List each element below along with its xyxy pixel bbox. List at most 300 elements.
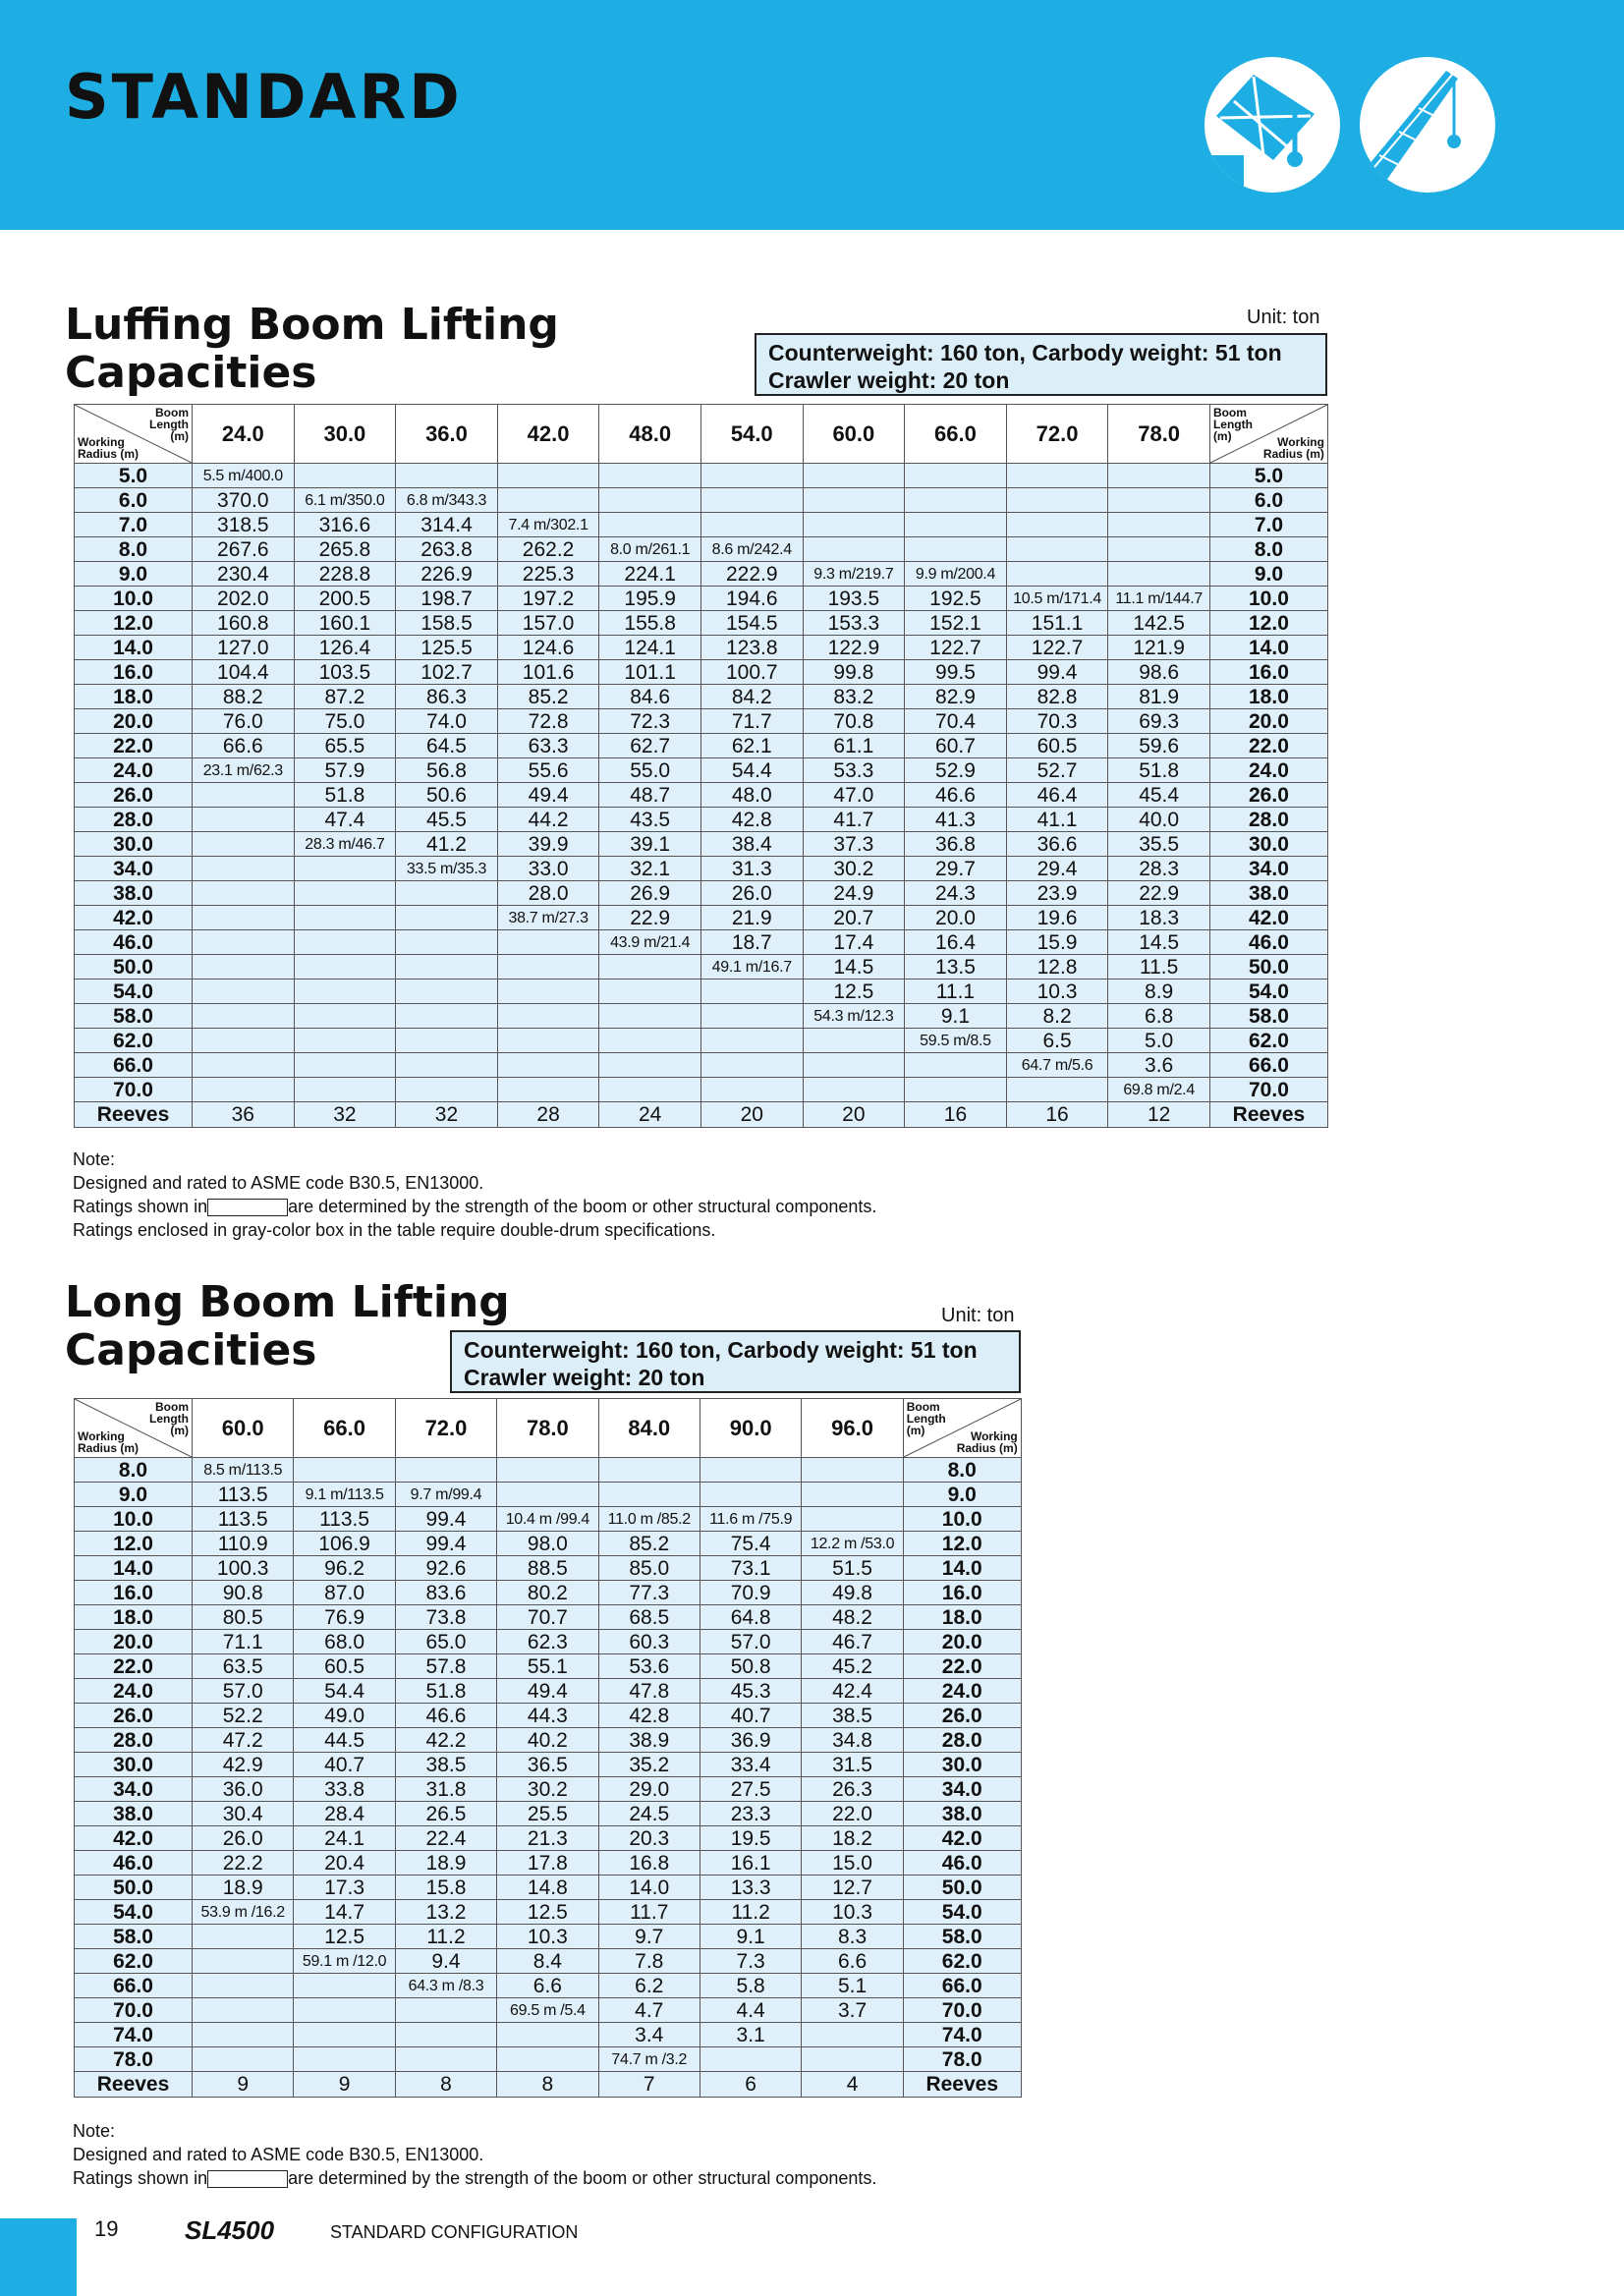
working-radius-cell: 26.0 — [75, 783, 193, 808]
working-radius-cell: 10.0 — [903, 1507, 1021, 1532]
capacity-cell: 21.9 — [700, 906, 803, 930]
capacity-cell: 65.5 — [294, 734, 396, 758]
working-radius-cell: 12.0 — [903, 1532, 1021, 1556]
capacity-cell — [700, 1004, 803, 1029]
capacity-cell: 70.7 — [497, 1605, 598, 1630]
capacity-cell — [802, 1458, 903, 1483]
capacity-cell — [294, 1078, 396, 1102]
table-row — [75, 587, 1328, 611]
working-radius-cell: 58.0 — [75, 1004, 193, 1029]
boom-length-header: 96.0 — [802, 1399, 903, 1458]
working-radius-cell: 50.0 — [75, 1876, 193, 1900]
capacity-cell — [905, 464, 1007, 488]
capacity-cell: 7.8 — [598, 1949, 700, 1974]
capacity-cell — [803, 1078, 905, 1102]
capacity-cell: 8.6 m/242.4 — [700, 537, 803, 562]
capacity-cell: 84.6 — [599, 685, 701, 709]
capacity-cell: 198.7 — [396, 587, 498, 611]
capacity-cell: 13.5 — [905, 955, 1007, 980]
capacity-cell — [599, 1004, 701, 1029]
working-radius-cell: 66.0 — [75, 1053, 193, 1078]
capacity-cell: 70.3 — [1006, 709, 1108, 734]
working-radius-cell: 34.0 — [1209, 857, 1327, 881]
capacity-cell: 22.9 — [1108, 881, 1210, 906]
working-radius-cell: 18.0 — [75, 685, 193, 709]
capacity-cell: 41.2 — [396, 832, 498, 857]
capacity-cell: 11.5 — [1108, 955, 1210, 980]
capacity-cell: 49.1 m/16.7 — [700, 955, 803, 980]
capacity-cell: 72.3 — [599, 709, 701, 734]
capacity-cell: 370.0 — [193, 488, 295, 513]
working-radius-cell: 14.0 — [75, 636, 193, 660]
capacity-cell: 29.7 — [905, 857, 1007, 881]
luffing-note-2a: Ratings shown in — [73, 1197, 208, 1216]
capacity-cell: 43.9 m/21.4 — [599, 930, 701, 955]
capacity-cell — [700, 513, 803, 537]
page-number: 19 — [94, 2216, 119, 2241]
capacity-cell — [700, 1078, 803, 1102]
capacity-cell: 22.9 — [599, 906, 701, 930]
capacity-cell: 16.8 — [598, 1851, 700, 1876]
table-row — [75, 1078, 1328, 1102]
corner-header — [903, 1399, 1021, 1458]
working-radius-cell: 24.0 — [75, 758, 193, 783]
working-radius-cell: 50.0 — [1209, 955, 1327, 980]
capacity-cell: 28.0 — [497, 881, 599, 906]
capacity-cell: 127.0 — [193, 636, 295, 660]
capacity-cell: 6.5 — [1006, 1029, 1108, 1053]
working-radius-cell: 10.0 — [1209, 587, 1327, 611]
capacity-cell: 96.2 — [294, 1556, 395, 1581]
table-row — [75, 1053, 1328, 1078]
capacity-cell: 26.0 — [193, 1826, 294, 1851]
capacity-cell: 76.0 — [193, 709, 295, 734]
working-radius-cell: 74.0 — [903, 2023, 1021, 2047]
working-radius-cell: 9.0 — [1209, 562, 1327, 587]
working-radius-cell: 30.0 — [1209, 832, 1327, 857]
capacity-cell — [497, 1483, 598, 1507]
capacity-cell: 197.2 — [497, 587, 599, 611]
capacity-cell — [193, 857, 295, 881]
capacity-cell: 51.8 — [395, 1679, 496, 1704]
capacity-cell — [294, 2023, 395, 2047]
capacity-cell: 47.4 — [294, 808, 396, 832]
working-radius-cell: 42.0 — [75, 906, 193, 930]
table-row — [75, 2047, 1022, 2072]
capacity-cell: 155.8 — [599, 611, 701, 636]
corner-diagonal — [1210, 405, 1327, 463]
working-radius-cell: 20.0 — [903, 1630, 1021, 1654]
table-row — [75, 1925, 1022, 1949]
longboom-cw-line1: Counterweight: 160 ton, Carbody weight: 51 ton — [464, 1337, 978, 1363]
table-row — [75, 857, 1328, 881]
capacity-cell: 52.2 — [193, 1704, 294, 1728]
capacity-cell: 113.5 — [294, 1507, 395, 1532]
working-radius-cell: 20.0 — [75, 1630, 193, 1654]
table-row — [75, 1826, 1022, 1851]
capacity-cell: 46.6 — [905, 783, 1007, 808]
capacity-cell — [497, 980, 599, 1004]
table-header-row — [75, 1399, 1022, 1458]
capacity-cell — [193, 980, 295, 1004]
capacity-cell: 60.7 — [905, 734, 1007, 758]
reeves-cell: 36 — [193, 1102, 295, 1128]
capacity-cell: 52.7 — [1006, 758, 1108, 783]
longboom-section-title — [65, 1278, 510, 1374]
working-radius-cell: 12.0 — [75, 611, 193, 636]
capacity-cell: 51.8 — [1108, 758, 1210, 783]
capacity-cell: 70.8 — [803, 709, 905, 734]
capacity-cell — [193, 1925, 294, 1949]
working-radius-cell: 54.0 — [75, 1900, 193, 1925]
capacity-cell: 142.5 — [1108, 611, 1210, 636]
table-row — [75, 685, 1328, 709]
longboom-note-title: Note: — [73, 2121, 116, 2141]
table-row — [75, 1556, 1022, 1581]
table-row — [75, 906, 1328, 930]
working-radius-cell: 26.0 — [75, 1704, 193, 1728]
lattice-crane-icon — [1360, 57, 1495, 193]
capacity-cell: 122.7 — [905, 636, 1007, 660]
working-radius-cell: 14.0 — [1209, 636, 1327, 660]
working-radius-cell: 5.0 — [75, 464, 193, 488]
capacity-cell — [193, 2047, 294, 2072]
boom-length-header: 54.0 — [700, 405, 803, 464]
table-row — [75, 636, 1328, 660]
capacity-cell — [193, 955, 295, 980]
capacity-cell: 43.5 — [599, 808, 701, 832]
capacity-cell: 32.1 — [599, 857, 701, 881]
capacity-cell: 15.9 — [1006, 930, 1108, 955]
capacity-cell — [700, 488, 803, 513]
page-header — [0, 0, 1624, 230]
capacity-cell: 45.3 — [700, 1679, 801, 1704]
boom-length-label: Boom Length (m) — [1212, 406, 1253, 443]
capacity-cell — [193, 1004, 295, 1029]
capacity-cell — [497, 2047, 598, 2072]
working-radius-label: Working Radius (m) — [78, 435, 140, 461]
working-radius-cell: 62.0 — [75, 1949, 193, 1974]
reeves-cell: 16 — [1006, 1102, 1108, 1128]
capacity-cell: 42.9 — [193, 1753, 294, 1777]
working-radius-cell: 22.0 — [75, 1654, 193, 1679]
capacity-cell: 27.5 — [700, 1777, 801, 1802]
capacity-cell: 12.5 — [497, 1900, 598, 1925]
capacity-cell: 228.8 — [294, 562, 396, 587]
capacity-cell: 16.4 — [905, 930, 1007, 955]
capacity-cell: 52.9 — [905, 758, 1007, 783]
page-title: STANDARD — [65, 61, 463, 133]
working-radius-cell: 18.0 — [75, 1605, 193, 1630]
capacity-cell — [294, 1029, 396, 1053]
luffing-capacity-table — [74, 404, 1328, 1128]
capacity-cell: 80.2 — [497, 1581, 598, 1605]
capacity-cell — [497, 1004, 599, 1029]
capacity-cell: 38.5 — [802, 1704, 903, 1728]
working-radius-cell: 38.0 — [903, 1802, 1021, 1826]
longboom-note-1: Designed and rated to ASME code B30.5, EN13000. — [73, 2145, 484, 2164]
capacity-cell: 9.1 m/113.5 — [294, 1483, 395, 1507]
capacity-cell: 20.4 — [294, 1851, 395, 1876]
capacity-cell: 39.9 — [497, 832, 599, 857]
working-radius-cell: 14.0 — [75, 1556, 193, 1581]
capacity-cell: 20.0 — [905, 906, 1007, 930]
table-row — [75, 537, 1328, 562]
capacity-cell: 13.3 — [700, 1876, 801, 1900]
table-row — [75, 709, 1328, 734]
working-radius-cell: 58.0 — [1209, 1004, 1327, 1029]
luffing-cw-line1: Counterweight: 160 ton, Carbody weight: 51 ton — [768, 340, 1282, 365]
capacity-cell: 12.5 — [803, 980, 905, 1004]
boom-length-header: 36.0 — [396, 405, 498, 464]
working-radius-cell: 74.0 — [75, 2023, 193, 2047]
capacity-cell: 44.3 — [497, 1704, 598, 1728]
working-radius-cell: 50.0 — [903, 1876, 1021, 1900]
capacity-cell: 41.7 — [803, 808, 905, 832]
table-row — [75, 1777, 1022, 1802]
capacity-cell: 40.7 — [294, 1753, 395, 1777]
capacity-cell — [395, 1458, 496, 1483]
capacity-cell — [803, 513, 905, 537]
working-radius-label: Working Radius (m) — [1262, 435, 1324, 461]
corner-diagonal — [904, 1399, 1021, 1457]
working-radius-cell: 58.0 — [903, 1925, 1021, 1949]
capacity-cell: 30.2 — [497, 1777, 598, 1802]
corner-diagonal — [75, 1399, 192, 1457]
table-row — [75, 930, 1328, 955]
capacity-cell: 6.1 m/350.0 — [294, 488, 396, 513]
working-radius-cell: 24.0 — [75, 1679, 193, 1704]
luffing-note-2 — [73, 1195, 876, 1218]
boom-length-header: 42.0 — [497, 405, 599, 464]
boxed-rating-sample — [207, 1199, 288, 1216]
working-radius-cell: 58.0 — [75, 1925, 193, 1949]
capacity-cell: 17.3 — [294, 1876, 395, 1900]
working-radius-cell: 70.0 — [903, 1998, 1021, 2023]
working-radius-cell: 66.0 — [903, 1974, 1021, 1998]
working-radius-cell: 42.0 — [75, 1826, 193, 1851]
capacity-cell: 153.3 — [803, 611, 905, 636]
capacity-cell: 63.3 — [497, 734, 599, 758]
capacity-cell: 17.4 — [803, 930, 905, 955]
capacity-cell: 122.9 — [803, 636, 905, 660]
boom-length-header: 60.0 — [193, 1399, 294, 1458]
capacity-cell: 152.1 — [905, 611, 1007, 636]
reeves-cell: 8 — [497, 2072, 598, 2098]
working-radius-cell: 8.0 — [1209, 537, 1327, 562]
working-radius-cell: 20.0 — [1209, 709, 1327, 734]
table-row — [75, 1900, 1022, 1925]
capacity-cell: 9.4 — [395, 1949, 496, 1974]
capacity-cell: 48.7 — [599, 783, 701, 808]
working-radius-cell: 14.0 — [903, 1556, 1021, 1581]
capacity-cell: 71.7 — [700, 709, 803, 734]
reeves-cell: 32 — [396, 1102, 498, 1128]
capacity-cell — [802, 1483, 903, 1507]
capacity-cell: 45.2 — [802, 1654, 903, 1679]
capacity-cell: 23.3 — [700, 1802, 801, 1826]
working-radius-cell: 22.0 — [1209, 734, 1327, 758]
capacity-cell: 10.4 m /99.4 — [497, 1507, 598, 1532]
capacity-cell: 121.9 — [1108, 636, 1210, 660]
capacity-cell: 85.0 — [598, 1556, 700, 1581]
capacity-cell: 83.2 — [803, 685, 905, 709]
capacity-cell — [599, 980, 701, 1004]
capacity-cell: 76.9 — [294, 1605, 395, 1630]
longboom-note-2a: Ratings shown in — [73, 2168, 208, 2188]
capacity-cell: 33.4 — [700, 1753, 801, 1777]
capacity-cell — [497, 2023, 598, 2047]
capacity-cell: 98.6 — [1108, 660, 1210, 685]
capacity-cell — [905, 1053, 1007, 1078]
working-radius-cell: 10.0 — [75, 1507, 193, 1532]
capacity-cell: 48.0 — [700, 783, 803, 808]
capacity-cell: 11.7 — [598, 1900, 700, 1925]
reeves-cell: 16 — [905, 1102, 1007, 1128]
capacity-cell: 9.1 — [700, 1925, 801, 1949]
capacity-cell: 316.6 — [294, 513, 396, 537]
capacity-cell — [599, 464, 701, 488]
capacity-cell: 15.0 — [802, 1851, 903, 1876]
capacity-cell: 106.9 — [294, 1532, 395, 1556]
capacity-cell: 72.8 — [497, 709, 599, 734]
capacity-cell: 64.7 m/5.6 — [1006, 1053, 1108, 1078]
table-row — [75, 1483, 1022, 1507]
capacity-cell: 7.4 m/302.1 — [497, 513, 599, 537]
table-row — [75, 955, 1328, 980]
working-radius-cell: 38.0 — [75, 1802, 193, 1826]
capacity-cell: 154.5 — [700, 611, 803, 636]
capacity-cell: 263.8 — [396, 537, 498, 562]
capacity-cell: 57.0 — [193, 1679, 294, 1704]
reeves-cell: 20 — [700, 1102, 803, 1128]
capacity-cell: 14.5 — [803, 955, 905, 980]
capacity-cell: 82.9 — [905, 685, 1007, 709]
working-radius-cell: 38.0 — [75, 881, 193, 906]
capacity-cell: 38.9 — [598, 1728, 700, 1753]
capacity-cell: 87.2 — [294, 685, 396, 709]
capacity-cell: 21.3 — [497, 1826, 598, 1851]
working-radius-label: Working Radius (m) — [956, 1429, 1018, 1455]
capacity-cell — [294, 857, 396, 881]
working-radius-cell: 54.0 — [1209, 980, 1327, 1004]
luffing-note-3: Ratings enclosed in gray-color box in the table require double-drum specifications. — [73, 1220, 716, 1240]
capacity-cell — [294, 980, 396, 1004]
capacity-cell: 18.9 — [395, 1851, 496, 1876]
capacity-cell: 36.6 — [1006, 832, 1108, 857]
working-radius-cell: 5.0 — [1209, 464, 1327, 488]
capacity-cell — [193, 1078, 295, 1102]
capacity-cell: 5.1 — [802, 1974, 903, 1998]
capacity-cell: 6.2 — [598, 1974, 700, 1998]
table-row — [75, 488, 1328, 513]
capacity-cell — [396, 930, 498, 955]
capacity-cell: 318.5 — [193, 513, 295, 537]
capacity-cell: 98.0 — [497, 1532, 598, 1556]
capacity-cell — [803, 537, 905, 562]
working-radius-cell: 8.0 — [75, 1458, 193, 1483]
capacity-cell: 222.9 — [700, 562, 803, 587]
capacity-cell — [193, 1974, 294, 1998]
capacity-cell: 13.2 — [395, 1900, 496, 1925]
boom-length-header: 78.0 — [497, 1399, 598, 1458]
capacity-cell — [193, 1029, 295, 1053]
table-row — [75, 1605, 1022, 1630]
capacity-cell — [396, 955, 498, 980]
working-radius-cell: 22.0 — [75, 734, 193, 758]
capacity-cell: 35.2 — [598, 1753, 700, 1777]
capacity-cell — [598, 1483, 700, 1507]
capacity-cell: 104.4 — [193, 660, 295, 685]
reeves-cell: 8 — [395, 2072, 496, 2098]
reeves-label: Reeves — [75, 2072, 193, 2098]
capacity-cell — [193, 832, 295, 857]
working-radius-cell: 34.0 — [903, 1777, 1021, 1802]
luffing-note-title: Note: — [73, 1149, 116, 1169]
working-radius-cell: 46.0 — [75, 1851, 193, 1876]
capacity-cell: 81.9 — [1108, 685, 1210, 709]
model-logo: SL4500 — [185, 2215, 275, 2245]
luffing-title-line1: Luffing Boom Lifting — [65, 300, 559, 350]
working-radius-cell: 9.0 — [75, 1483, 193, 1507]
capacity-cell: 8.3 — [802, 1925, 903, 1949]
capacity-cell: 19.5 — [700, 1826, 801, 1851]
working-radius-label: Working Radius (m) — [78, 1429, 140, 1455]
capacity-cell: 6.6 — [802, 1949, 903, 1974]
capacity-cell: 51.8 — [294, 783, 396, 808]
capacity-cell: 29.0 — [598, 1777, 700, 1802]
reeves-label: Reeves — [1209, 1102, 1327, 1128]
table-row — [75, 1654, 1022, 1679]
working-radius-cell: 28.0 — [75, 1728, 193, 1753]
working-radius-cell: 22.0 — [903, 1654, 1021, 1679]
capacity-cell: 42.2 — [395, 1728, 496, 1753]
working-radius-cell: 70.0 — [1209, 1078, 1327, 1102]
capacity-cell — [599, 1078, 701, 1102]
capacity-cell — [1108, 562, 1210, 587]
table-row — [75, 783, 1328, 808]
capacity-cell: 46.6 — [395, 1704, 496, 1728]
working-radius-cell: 62.0 — [75, 1029, 193, 1053]
capacity-cell: 20.7 — [803, 906, 905, 930]
boom-length-header: 24.0 — [193, 405, 295, 464]
capacity-cell: 224.1 — [599, 562, 701, 587]
capacity-cell: 44.2 — [497, 808, 599, 832]
capacity-cell: 10.3 — [1006, 980, 1108, 1004]
capacity-cell — [1006, 513, 1108, 537]
capacity-cell: 8.9 — [1108, 980, 1210, 1004]
capacity-cell: 10.3 — [497, 1925, 598, 1949]
capacity-cell: 12.8 — [1006, 955, 1108, 980]
capacity-cell: 22.4 — [395, 1826, 496, 1851]
capacity-cell: 18.2 — [802, 1826, 903, 1851]
capacity-cell: 123.8 — [700, 636, 803, 660]
capacity-cell — [497, 955, 599, 980]
capacity-cell: 37.3 — [803, 832, 905, 857]
capacity-cell — [294, 1998, 395, 2023]
capacity-cell — [396, 1053, 498, 1078]
capacity-cell — [802, 2023, 903, 2047]
working-radius-cell: 7.0 — [1209, 513, 1327, 537]
capacity-cell — [700, 980, 803, 1004]
capacity-cell — [1108, 537, 1210, 562]
capacity-cell: 38.7 m/27.3 — [497, 906, 599, 930]
capacity-cell: 59.6 — [1108, 734, 1210, 758]
working-radius-cell: 12.0 — [1209, 611, 1327, 636]
capacity-cell — [802, 1507, 903, 1532]
capacity-cell: 38.4 — [700, 832, 803, 857]
longboom-notes — [73, 2119, 876, 2190]
